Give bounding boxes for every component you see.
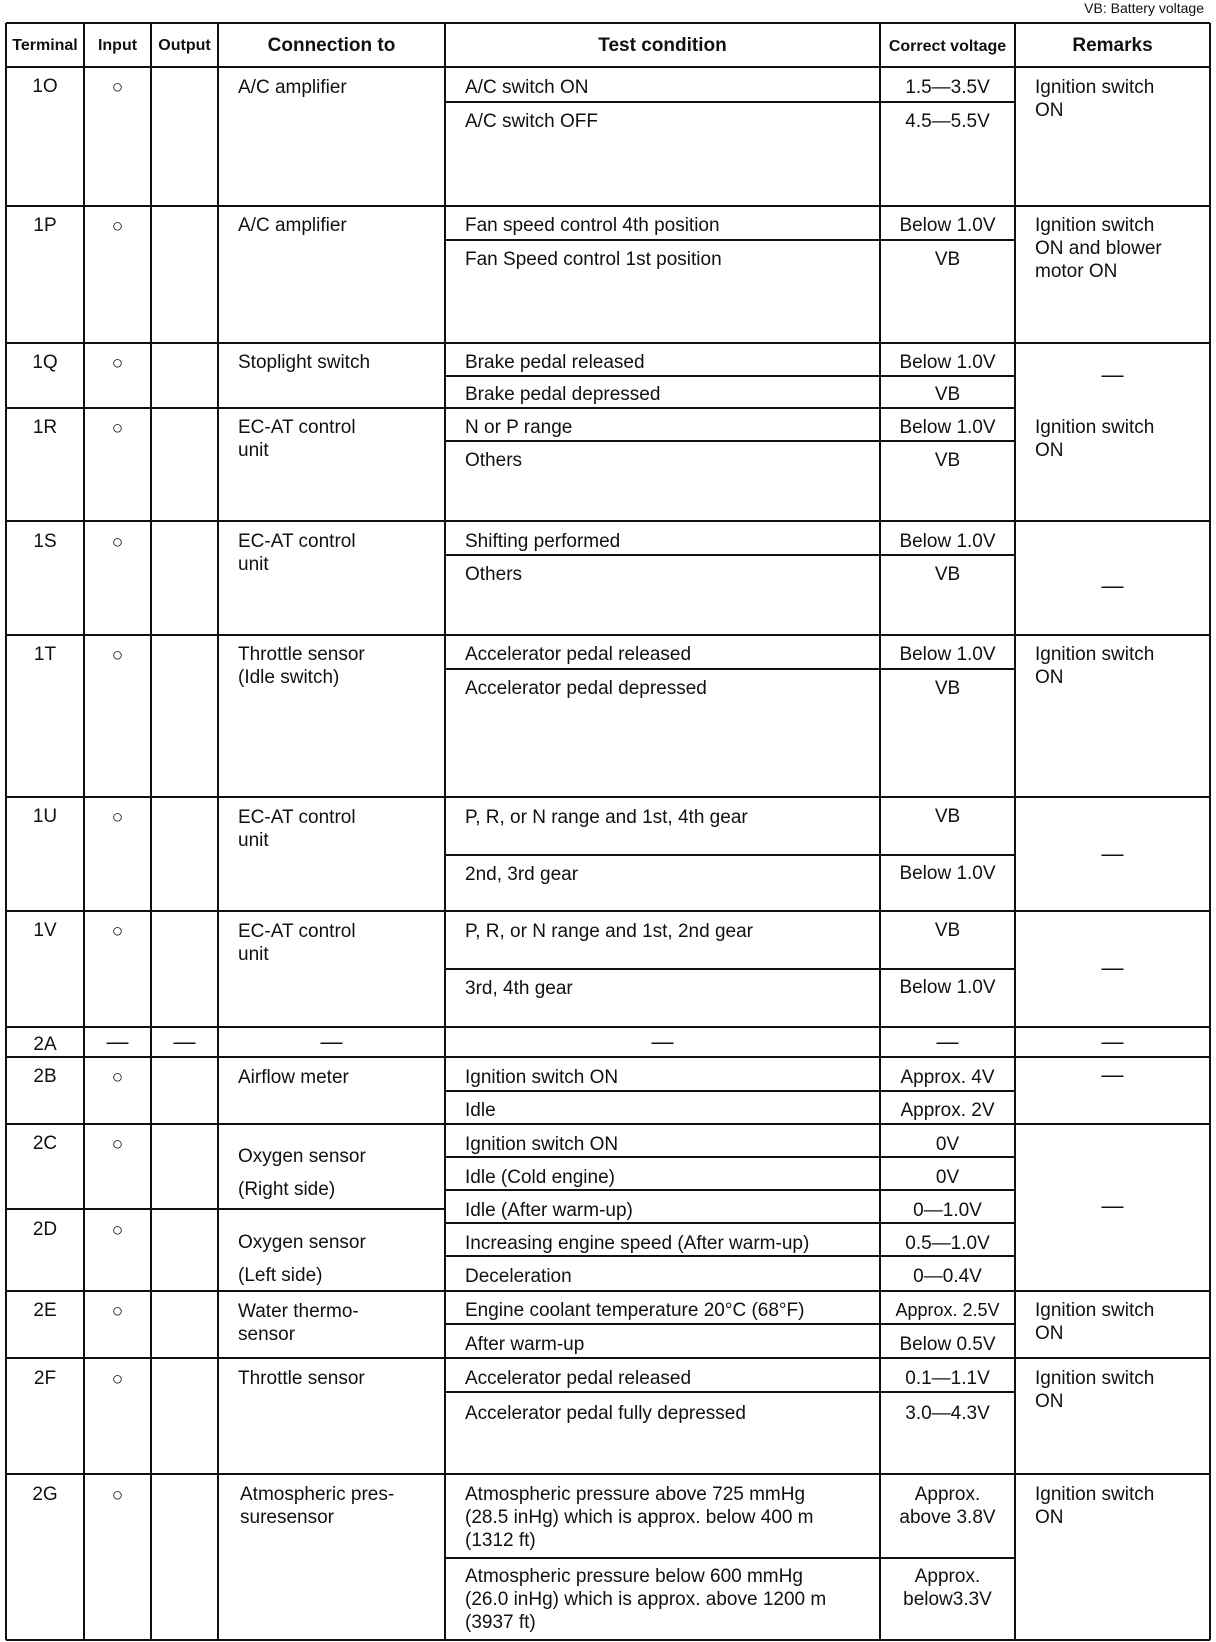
connection-1Q: Stoplight switch bbox=[238, 352, 371, 373]
voltage-oxy-5: 0—0.4V bbox=[913, 1266, 982, 1287]
remarks-1V: — bbox=[1101, 955, 1124, 980]
input-mark: ○ bbox=[111, 1301, 124, 1322]
test-2F-b: Accelerator pedal fully depressed bbox=[465, 1403, 746, 1424]
terminal-1Q: 1Q bbox=[32, 352, 58, 373]
test-oxy-5: Deceleration bbox=[465, 1266, 572, 1287]
header-terminal: Terminal bbox=[12, 37, 78, 54]
terminal-2D: 2D bbox=[32, 1219, 58, 1240]
voltage-1P-b: VB bbox=[934, 249, 961, 270]
voltage-dash: — bbox=[936, 1029, 959, 1054]
voltage-1V-b: Below 1.0V bbox=[899, 977, 996, 998]
voltage-1O-b: 4.5—5.5V bbox=[905, 111, 990, 132]
test-1Q-a: Brake pedal released bbox=[465, 352, 645, 373]
voltage-oxy-2: 0V bbox=[935, 1167, 960, 1188]
terminal-1T: 1T bbox=[33, 644, 57, 665]
connection-1T: Throttle sensor (Idle switch) bbox=[238, 644, 365, 688]
connection-1U: EC-AT control unit bbox=[238, 807, 356, 851]
input-mark: ○ bbox=[111, 1369, 124, 1390]
test-1T-b: Accelerator pedal depressed bbox=[465, 678, 707, 699]
voltage-1R-b: VB bbox=[934, 450, 961, 471]
remarks-1S: — bbox=[1101, 573, 1124, 598]
connection-1S: EC-AT control unit bbox=[238, 531, 356, 575]
voltage-oxy-3: 0—1.0V bbox=[913, 1200, 982, 1221]
header-connection: Connection to bbox=[267, 35, 396, 56]
voltage-1O-a: 1.5—3.5V bbox=[905, 77, 990, 98]
test-2E-b: After warm-up bbox=[465, 1334, 585, 1355]
header-test-condition: Test condition bbox=[598, 35, 727, 56]
battery-voltage-note: VB: Battery voltage bbox=[1084, 0, 1204, 16]
header-output: Output bbox=[158, 37, 211, 54]
test-oxy-4: Increasing engine speed (After warm-up) bbox=[465, 1233, 810, 1254]
remarks-dash: — bbox=[1101, 1029, 1124, 1054]
voltage-2F-b: 3.0—4.3V bbox=[905, 1403, 990, 1424]
terminal-1U: 1U bbox=[32, 806, 58, 827]
remarks-1P: Ignition switch ON and blower motor ON bbox=[1035, 215, 1162, 282]
voltage-1Q-b: VB bbox=[934, 384, 961, 405]
remarks-1Q: — bbox=[1101, 362, 1124, 387]
voltage-1T-b: VB bbox=[934, 678, 961, 699]
remarks-2G: Ignition switch ON bbox=[1035, 1484, 1155, 1528]
test-1U-a: P, R, or N range and 1st, 4th gear bbox=[465, 807, 748, 828]
test-1V-b: 3rd, 4th gear bbox=[465, 978, 573, 999]
test-1R-a: N or P range bbox=[465, 417, 573, 438]
connection-2D: Oxygen sensor (Left side) bbox=[238, 1232, 366, 1286]
voltage-1V-a: VB bbox=[934, 920, 961, 941]
voltage-1S-b: VB bbox=[934, 564, 961, 585]
test-1P-a: Fan speed control 4th position bbox=[465, 215, 720, 236]
test-2E-a: Engine coolant temperature 20°C (68°F) bbox=[465, 1300, 805, 1321]
input-dash: — bbox=[106, 1029, 129, 1054]
test-1U-b: 2nd, 3rd gear bbox=[465, 864, 579, 885]
test-1P-b: Fan Speed control 1st position bbox=[465, 249, 722, 270]
test-1O-a: A/C switch ON bbox=[465, 77, 589, 98]
voltage-2B-b: Approx. 2V bbox=[900, 1100, 995, 1121]
input-mark: ○ bbox=[111, 1485, 124, 1506]
header-remarks: Remarks bbox=[1072, 35, 1153, 56]
input-mark: ○ bbox=[111, 807, 124, 828]
terminal-1P: 1P bbox=[33, 215, 57, 236]
voltage-1U-a: VB bbox=[934, 806, 961, 827]
connection-2E: Water thermo- sensor bbox=[238, 1301, 359, 1345]
terminal-1O: 1O bbox=[32, 76, 58, 97]
input-mark: ○ bbox=[111, 353, 124, 374]
connection-2G: Atmospheric pres- suresensor bbox=[240, 1484, 395, 1528]
remarks-2F: Ignition switch ON bbox=[1035, 1368, 1155, 1412]
remarks-1T: Ignition switch ON bbox=[1035, 644, 1155, 688]
voltage-2F-a: 0.1—1.1V bbox=[905, 1368, 990, 1389]
output-dash: — bbox=[173, 1029, 196, 1054]
input-mark: ○ bbox=[111, 921, 124, 942]
terminal-1V: 1V bbox=[33, 920, 57, 941]
voltage-2E-a: Approx. 2.5V bbox=[895, 1300, 1000, 1320]
terminal-2G: 2G bbox=[32, 1484, 58, 1505]
terminal-2E: 2E bbox=[33, 1300, 57, 1321]
connection-1V: EC-AT control unit bbox=[238, 921, 356, 965]
remarks-2B: — bbox=[1101, 1062, 1124, 1087]
connection-1R: EC-AT control unit bbox=[238, 417, 356, 461]
test-2G-a: Atmospheric pressure above 725 mmHg (28.5 inHg) which is approx. below 400 m (1312 ft) bbox=[465, 1484, 814, 1551]
header-correct-voltage: Correct voltage bbox=[888, 38, 1007, 55]
test-oxy-3: Idle (After warm-up) bbox=[465, 1200, 633, 1221]
connection-1O: A/C amplifier bbox=[238, 77, 347, 98]
connection-2B: Airflow meter bbox=[238, 1067, 349, 1088]
input-mark: ○ bbox=[111, 645, 124, 666]
input-mark: ○ bbox=[111, 1067, 124, 1088]
test-1S-a: Shifting performed bbox=[465, 531, 621, 552]
test-2B-a: Ignition switch ON bbox=[465, 1067, 619, 1088]
remarks-1R: Ignition switch ON bbox=[1035, 417, 1155, 461]
connection-2F: Throttle sensor bbox=[238, 1368, 365, 1389]
remarks-oxy: — bbox=[1101, 1193, 1124, 1218]
voltage-oxy-4: 0.5—1.0V bbox=[905, 1233, 990, 1254]
terminal-1S: 1S bbox=[33, 531, 57, 552]
test-oxy-1: Ignition switch ON bbox=[465, 1134, 619, 1155]
voltage-1Q-a: Below 1.0V bbox=[899, 352, 996, 373]
test-1O-b: A/C switch OFF bbox=[465, 111, 599, 132]
terminal-1R: 1R bbox=[32, 417, 58, 438]
input-mark: ○ bbox=[111, 1220, 124, 1241]
test-oxy-2: Idle (Cold engine) bbox=[465, 1167, 615, 1188]
test-2B-b: Idle bbox=[465, 1100, 496, 1121]
test-dash: — bbox=[651, 1029, 674, 1054]
test-1R-b: Others bbox=[465, 450, 523, 471]
voltage-2B-a: Approx. 4V bbox=[900, 1067, 995, 1088]
input-mark: ○ bbox=[111, 216, 124, 237]
terminal-2C: 2C bbox=[32, 1133, 58, 1154]
terminal-2B: 2B bbox=[33, 1066, 57, 1087]
terminal-2A: 2A bbox=[33, 1034, 57, 1055]
voltage-1P-a: Below 1.0V bbox=[899, 215, 996, 236]
test-2F-a: Accelerator pedal released bbox=[465, 1368, 692, 1389]
connection-1P: A/C amplifier bbox=[238, 215, 347, 236]
input-mark: ○ bbox=[111, 1134, 124, 1155]
voltage-1T-a: Below 1.0V bbox=[899, 644, 996, 665]
voltage-2G-b: Approx. below3.3V bbox=[903, 1566, 992, 1610]
test-1Q-b: Brake pedal depressed bbox=[465, 384, 661, 405]
voltage-2E-b: Below 0.5V bbox=[899, 1334, 996, 1355]
voltage-1S-a: Below 1.0V bbox=[899, 531, 996, 552]
test-1S-b: Others bbox=[465, 564, 523, 585]
header-input: Input bbox=[97, 37, 138, 54]
remarks-1O: Ignition switch ON bbox=[1035, 77, 1155, 121]
terminal-2F: 2F bbox=[33, 1368, 57, 1389]
input-mark: ○ bbox=[111, 532, 124, 553]
remarks-1U: — bbox=[1101, 841, 1124, 866]
input-mark: ○ bbox=[111, 77, 124, 98]
connection-2C: Oxygen sensor (Right side) bbox=[238, 1146, 366, 1200]
test-1T-a: Accelerator pedal released bbox=[465, 644, 692, 665]
test-1V-a: P, R, or N range and 1st, 2nd gear bbox=[465, 921, 753, 942]
voltage-1U-b: Below 1.0V bbox=[899, 863, 996, 884]
connection-dash: — bbox=[320, 1029, 343, 1054]
test-2G-b: Atmospheric pressure below 600 mmHg (26.0 inHg) which is approx. above 1200 m (3937 ft) bbox=[465, 1566, 827, 1633]
voltage-2G-a: Approx. above 3.8V bbox=[899, 1484, 996, 1528]
voltage-oxy-1: 0V bbox=[935, 1134, 960, 1155]
input-mark: ○ bbox=[111, 418, 124, 439]
voltage-1R-a: Below 1.0V bbox=[899, 417, 996, 438]
remarks-2E: Ignition switch ON bbox=[1035, 1300, 1155, 1344]
